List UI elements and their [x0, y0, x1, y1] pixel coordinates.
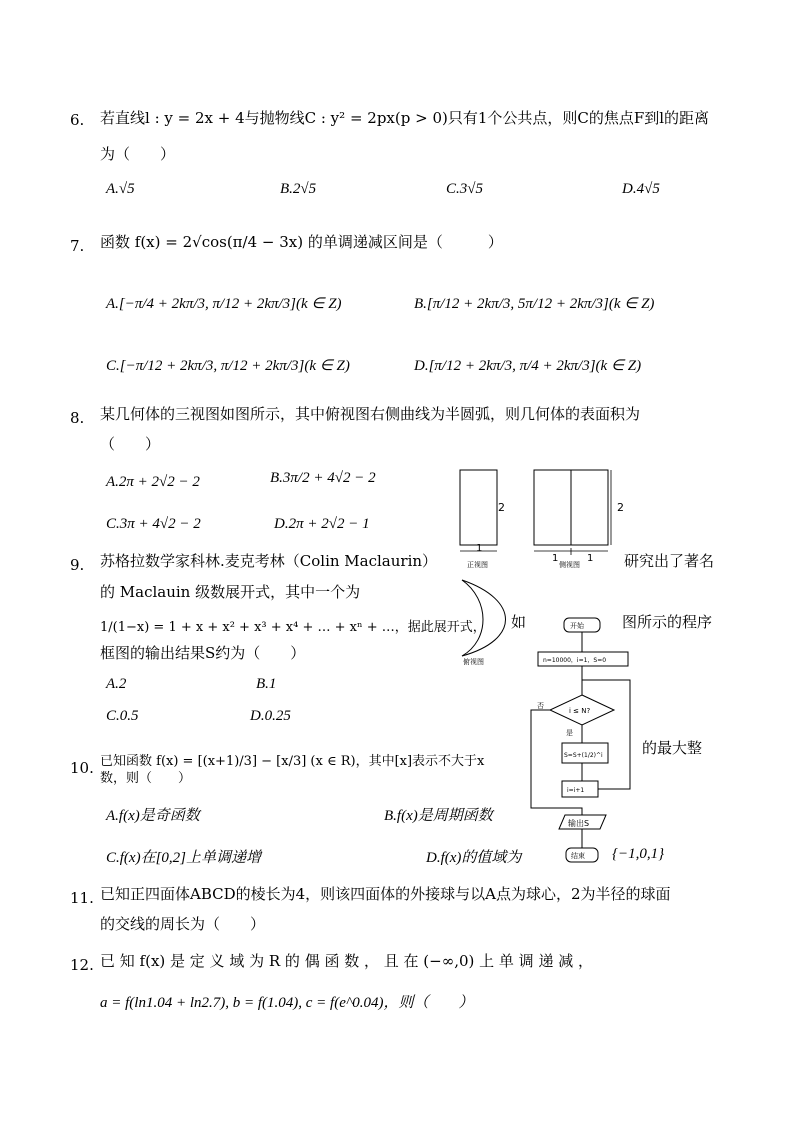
q10-range: {−1,0,1} — [612, 846, 665, 862]
q9-line1b: 研究出了著名 — [624, 552, 715, 570]
q12-number: 12. — [70, 956, 94, 974]
q6-option-b: B.2√5 — [280, 181, 317, 197]
svg-text:否: 否 — [537, 702, 544, 710]
q7-option-d: D.[π/12 + 2kπ/3, π/4 + 2kπ/3](k ∈ Z) — [414, 358, 642, 374]
q10-option-d: D.f(x)的值域为 — [426, 850, 522, 866]
svg-text:结束: 结束 — [571, 852, 585, 860]
q8-option-a: A.2π + 2√2 − 2 — [106, 474, 200, 490]
q9-number: 9. — [70, 556, 85, 574]
svg-text:是: 是 — [566, 729, 573, 737]
q7-option-b: B.[π/12 + 2kπ/3, 5π/12 + 2kπ/3](k ∈ Z) — [414, 296, 655, 312]
q12-line1: 已 知 f(x) 是 定 义 域 为 R 的 偶 函 数 ， 且 在 (−∞,0) 上 单 调 递 减 ， — [100, 952, 593, 970]
svg-text:i ≤ N?: i ≤ N? — [569, 707, 591, 715]
q6-number: 6. — [70, 111, 85, 129]
q6-option-a: A.√5 — [106, 181, 135, 197]
q10-stem-c: 数，则（ ） — [100, 771, 192, 786]
side-view-label: 侧视图 — [559, 561, 580, 569]
side-dim-1a: 1 — [552, 553, 559, 564]
q9-line1a: 苏格拉数学家科林.麦克考林（Colin Maclaurin） — [100, 552, 438, 570]
side-dim-2: 2 — [617, 501, 624, 514]
top-view-label: 俯视图 — [463, 658, 484, 666]
front-dim-1: 1 — [476, 543, 483, 554]
svg-text:S=S+(1/2)^i: S=S+(1/2)^i — [564, 752, 603, 759]
q9-option-a: A.2 — [106, 676, 127, 692]
svg-text:开始: 开始 — [570, 622, 584, 630]
q8-option-d: D.2π + 2√2 − 1 — [274, 516, 370, 532]
q7-number: 7. — [70, 237, 85, 255]
q11-line1: 已知正四面体ABCD的棱长为4，则该四面体的外接球与以A点为球心，2为半径的球面 — [100, 885, 671, 903]
q6-stem-line1: 若直线l : y = 2x + 4与抛物线C : y² = 2px(p > 0)只有1个公共点，则C的焦点F到l的距离 — [100, 109, 710, 127]
q7-option-c: C.[−π/12 + 2kπ/3, π/12 + 2kπ/3](k ∈ Z) — [106, 358, 350, 374]
q9-option-d: D.0.25 — [250, 708, 291, 724]
q8-number: 8. — [70, 409, 85, 427]
q8-stem-line2: （ ） — [100, 435, 161, 453]
q11-number: 11. — [70, 889, 94, 907]
q6-option-d: D.4√5 — [622, 181, 660, 197]
q7-option-a: A.[−π/4 + 2kπ/3, π/12 + 2kπ/3](k ∈ Z) — [106, 296, 342, 312]
q9-line3a: 1/(1−x) = 1 + x + x² + x³ + x⁴ + … + xⁿ + …，据此展开式， — [100, 620, 486, 635]
q8-stem-line1: 某几何体的三视图如图所示，其中俯视图右侧曲线为半圆弧，则几何体的表面积为 — [100, 405, 641, 423]
q10-option-a: A.f(x)是奇函数 — [106, 808, 200, 824]
q9-line4: 框图的输出结果S约为（ ） — [100, 644, 306, 662]
q10-number: 10. — [70, 759, 94, 777]
q10-option-b: B.f(x)是周期函数 — [384, 808, 493, 824]
q9-line3b: 如 — [511, 613, 527, 631]
q9-line2: 的 Maclauin 级数展开式，其中一个为 — [100, 583, 361, 601]
q10-stem-a: 已知函数 f(x) = [(x+1)/3] − [x/3] (x ∈ R)，其中[x]表示不大于x — [100, 754, 485, 769]
front-view-label: 正视图 — [467, 561, 488, 569]
q6-stem-line2: 为（ ） — [100, 145, 176, 163]
q12-line2: a = f(ln1.04 + ln2.7), b = f(1.04), c = f(e^0.04)，则（ ） — [100, 995, 474, 1011]
side-dim-1b: 1 — [587, 553, 594, 564]
svg-text:n=10000，i=1，S=0: n=10000，i=1，S=0 — [543, 657, 607, 664]
q9-option-b: B.1 — [256, 676, 277, 692]
q7-stem: 函数 f(x) = 2√cos(π/4 − 3x) 的单调递减区间是（ ） — [100, 233, 503, 251]
front-dim-2: 2 — [498, 501, 505, 514]
svg-text:输出S: 输出S — [568, 819, 590, 828]
q8-option-c: C.3π + 4√2 − 2 — [106, 516, 201, 532]
q10-stem-b: 的最大整 — [642, 739, 703, 757]
q9-line3c: 图所示的程序 — [622, 613, 713, 631]
q6-option-c: C.3√5 — [446, 181, 483, 197]
q10-option-c: C.f(x)在[0,2]上单调递增 — [106, 850, 261, 866]
q11-line2: 的交线的周长为（ ） — [100, 915, 266, 933]
svg-text:i=i+1: i=i+1 — [567, 787, 585, 794]
q8-option-b: B.3π/2 + 4√2 − 2 — [270, 470, 376, 486]
q9-option-c: C.0.5 — [106, 708, 139, 724]
